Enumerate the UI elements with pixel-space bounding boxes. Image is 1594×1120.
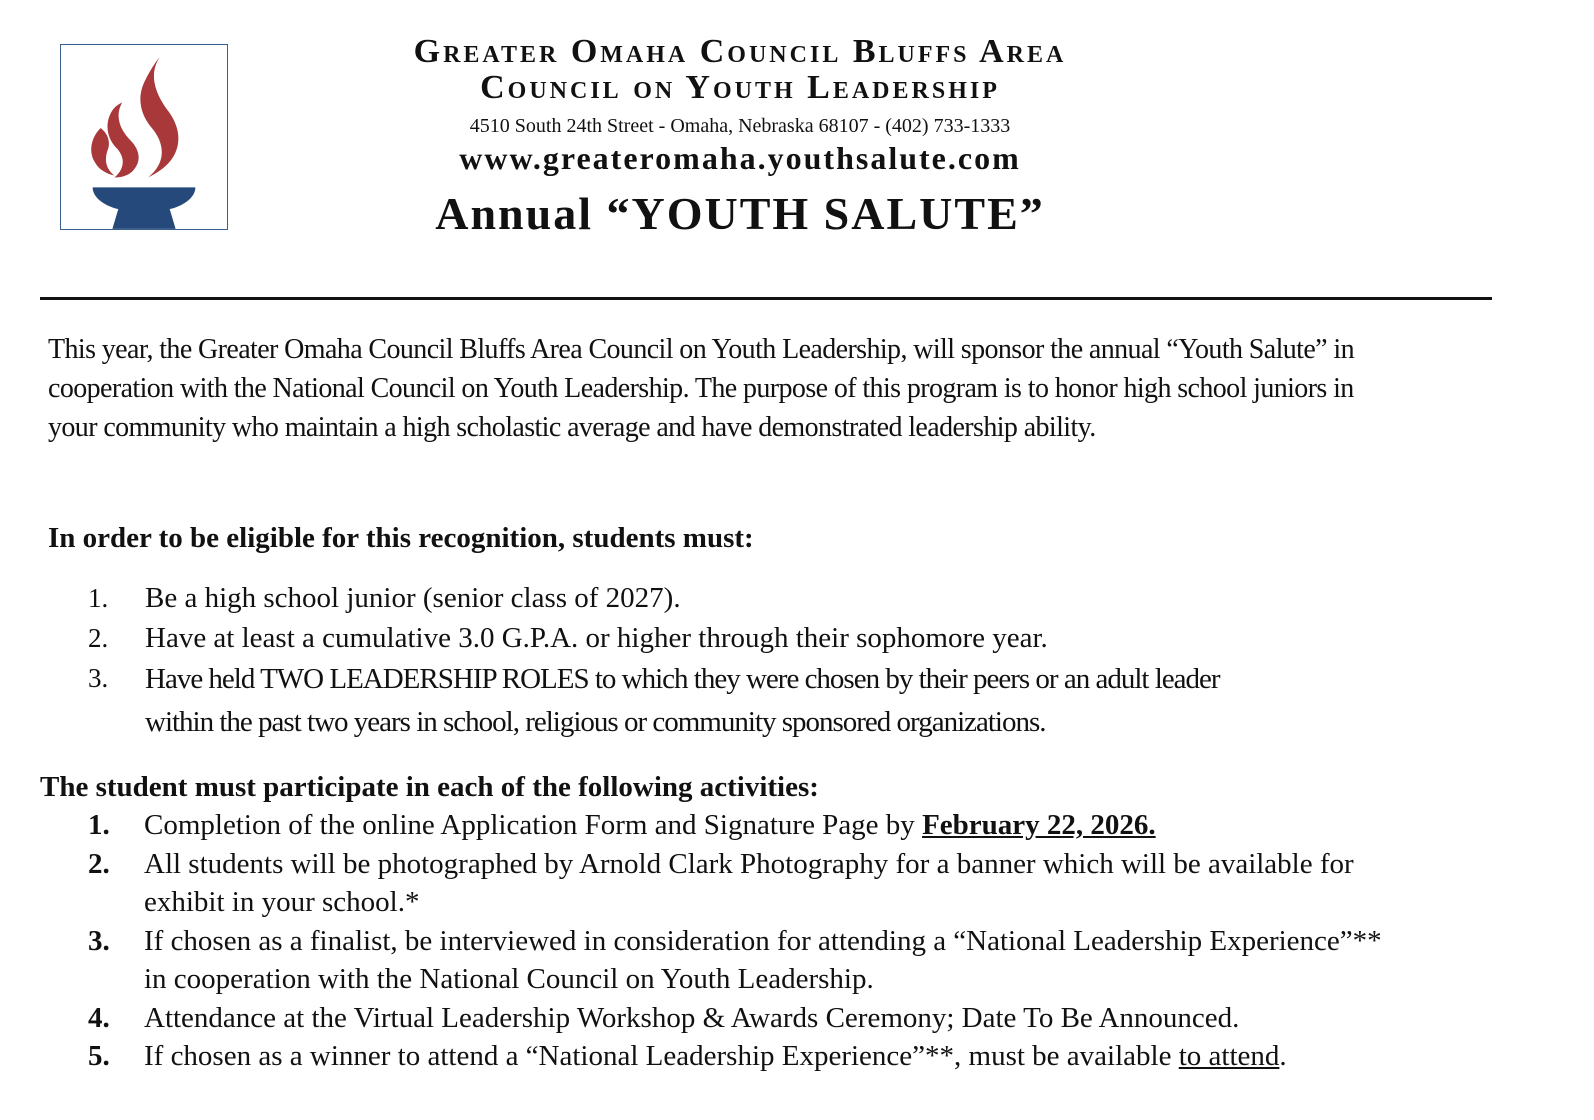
council-logo <box>60 44 228 230</box>
item-text: Attendance at the Virtual Leadership Workshop & Awards Ceremony; Date To Be Announced. <box>144 1001 1240 1034</box>
item-text: Be a high school junior (senior class of 2027). <box>145 582 681 614</box>
activities-heading: The student must participate in each of the following activities: <box>40 771 819 803</box>
item-number: 1. <box>88 583 109 613</box>
list-item <box>88 999 1408 1038</box>
activities-list <box>88 806 1408 1076</box>
list-item <box>88 806 1408 845</box>
item-text-tail: . <box>1279 1040 1287 1072</box>
item-number: 3. <box>88 663 109 693</box>
item-number: 3. <box>88 924 110 957</box>
item-number: 1. <box>88 809 110 841</box>
list-item <box>88 922 1408 999</box>
org-name-line-2: Council on Youth Leadership <box>480 69 1000 106</box>
item-number: 5. <box>88 1040 110 1072</box>
item-number: 2. <box>88 623 109 653</box>
torch-base <box>93 187 196 229</box>
eligibility-list <box>88 578 1288 744</box>
org-name-line-1: Greater Omaha Council Bluffs Area <box>413 33 1067 70</box>
item-text: If chosen as a finalist, be interviewed in consideration for attending a “National Leadership Experience”** in cooperation with the National Council on Youth Leadership. <box>144 924 1382 995</box>
item-number: 2. <box>88 847 110 880</box>
application-deadline: February 22, 2026. <box>922 809 1156 841</box>
org-address: 4510 South 24th Street - Omaha, Nebraska 68107 - (402) 733-1333 <box>469 115 1011 137</box>
item-text: Have held TWO LEADERSHIP ROLES to which they were chosen by their peers or an adult leader within the past two years in school, religious or community sponsored organizations. <box>145 663 1220 738</box>
flame-large <box>140 57 178 178</box>
item-number: 4. <box>88 1001 110 1034</box>
underlined-text: to attend <box>1178 1040 1280 1072</box>
eligibility-heading: In order to be eligible for this recognition, students must: <box>48 522 754 554</box>
item-text: All students will be photographed by Arnold Clark Photography for a banner which will be available for exhibit in your school.* <box>144 847 1354 918</box>
list-item <box>88 578 1288 618</box>
list-item <box>88 658 1288 744</box>
program-title: Annual “YOUTH SALUTE” <box>435 188 1045 239</box>
header-divider <box>40 297 1492 300</box>
list-item <box>88 845 1408 922</box>
list-item <box>88 618 1288 658</box>
item-text-main: If chosen as a winner to attend a “National Leadership Experience”**, must be available <box>144 1040 1179 1072</box>
item-text: Have at least a cumulative 3.0 G.P.A. or higher through their sophomore year. <box>145 622 1048 654</box>
list-item <box>88 1037 1408 1076</box>
flame-middle <box>108 102 139 177</box>
intro-paragraph: This year, the Greater Omaha Council Bluffs Area Council on Youth Leadership, will sponsor the annual “Youth Salute” in cooperation with the National Council on Youth Leadership. The purpose of this program is to honor high school juniors in your community who maintain a high scholastic average and have demonstrated leadership ability. <box>48 334 1354 443</box>
item-text-main: Completion of the online Application Form and Signature Page by <box>144 809 923 841</box>
org-website: www.greateromaha.youthsalute.com <box>459 140 1021 176</box>
item-text <box>144 1037 1408 1076</box>
item-text <box>144 806 1408 845</box>
letterhead <box>260 30 1220 240</box>
torch-flame-icon <box>61 45 227 229</box>
